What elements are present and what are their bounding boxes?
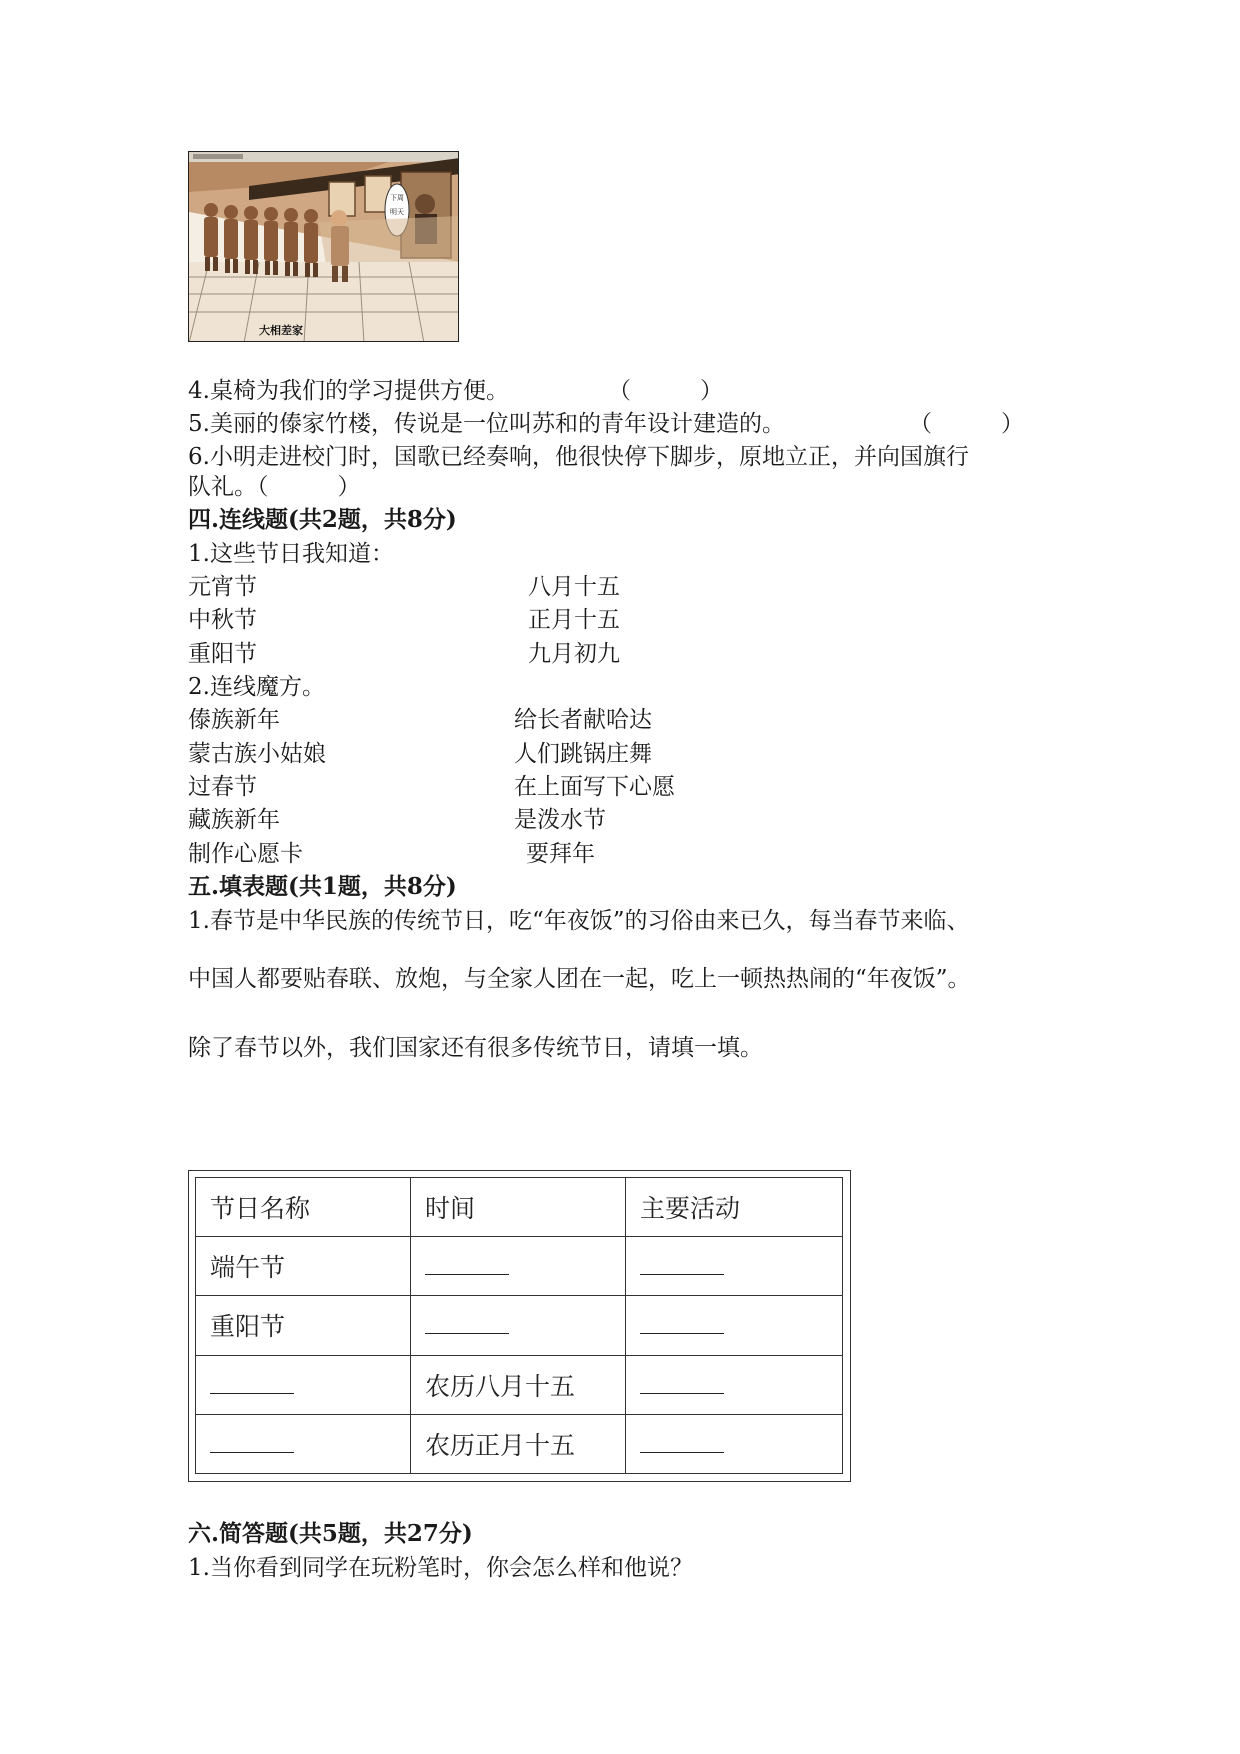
- speech-bubble-text: 下周: [390, 194, 404, 202]
- table-row: [196, 1414, 843, 1473]
- table-cell-blank[interactable]: [196, 1355, 411, 1414]
- short-answer-q1: 1.当你看到同学在玩粉笔时，你会怎么样和他说？: [188, 1555, 693, 1581]
- judgement-item-4: [188, 374, 509, 408]
- match-left-item[interactable]: 重阳节: [188, 641, 257, 667]
- table-cell: 端午节: [196, 1237, 411, 1296]
- match-right-item[interactable]: 是泼水节: [514, 807, 606, 833]
- paragraph-line: 除了春节以外，我们国家还有很多传统节日，请填一填。: [188, 1035, 763, 1061]
- match-right-item[interactable]: 给长者献哈达: [514, 707, 652, 733]
- judgement-item-5: [188, 407, 785, 441]
- fill-blank[interactable]: [210, 1379, 294, 1394]
- match-right-item[interactable]: 在上面写下心愿: [514, 774, 675, 800]
- question-text: 4.桌椅为我们的学习提供方便。: [188, 378, 509, 404]
- match-left-item[interactable]: 制作心愿卡: [188, 841, 303, 867]
- illustration-caption: 大相差家: [259, 324, 303, 337]
- festival-table-frame: [188, 1170, 851, 1482]
- table-cell-blank[interactable]: [626, 1237, 843, 1296]
- section-4-heading: 四.连线题(共2题，共8分): [188, 506, 457, 533]
- question-text: 5.美丽的傣家竹楼，传说是一位叫苏和的青年设计建造的。: [188, 411, 785, 437]
- judgement-item-6: 6.小明走进校门时，国歌已经奏响，他很快停下脚步，原地立正，并向国旗行: [188, 444, 969, 470]
- answer-paren[interactable]: （ ）: [909, 411, 1024, 437]
- match-right-item[interactable]: 八月十五: [528, 574, 620, 600]
- match-left-item[interactable]: 藏族新年: [188, 807, 280, 833]
- match-left-item[interactable]: 元宵节: [188, 574, 257, 600]
- table-header-cell: 主要活动: [626, 1178, 843, 1237]
- match-right-item[interactable]: 正月十五: [528, 607, 620, 633]
- match-right-item[interactable]: 人们跳锅庄舞: [514, 741, 652, 767]
- fill-blank[interactable]: [210, 1438, 294, 1453]
- table-cell: 农历正月十五: [411, 1414, 626, 1473]
- table-header-row: [196, 1178, 843, 1237]
- table-cell-blank[interactable]: [411, 1296, 626, 1355]
- match-left-item[interactable]: 中秋节: [188, 607, 257, 633]
- table-row: [196, 1296, 843, 1355]
- fill-blank[interactable]: [640, 1379, 724, 1394]
- table-cell-blank[interactable]: [196, 1414, 411, 1473]
- fill-blank[interactable]: [640, 1438, 724, 1453]
- matching-q2-title: 2.连线魔方。: [188, 674, 325, 700]
- cartoon-illustration: [188, 151, 459, 342]
- paragraph-line: 中国人都要贴春联、放炮，与全家人团在一起，吃上一顿热热闹的“年夜饭”。: [188, 966, 971, 992]
- table-cell: 农历八月十五: [411, 1355, 626, 1414]
- table-cell-blank[interactable]: [626, 1414, 843, 1473]
- fill-blank[interactable]: [640, 1319, 724, 1334]
- table-cell-blank[interactable]: [626, 1355, 843, 1414]
- match-left-item[interactable]: 蒙古族小姑娘: [188, 741, 326, 767]
- paragraph-line: 1.春节是中华民族的传统节日，吃“年夜饭”的习俗由来已久，每当春节来临、: [188, 908, 970, 934]
- table-cell: 重阳节: [196, 1296, 411, 1355]
- fill-blank[interactable]: [640, 1260, 724, 1275]
- table-row: [196, 1237, 843, 1296]
- answer-paren[interactable]: （ ）: [608, 378, 723, 404]
- section-6-heading: 六.简答题(共5题，共27分): [188, 1520, 473, 1547]
- match-left-item[interactable]: 傣族新年: [188, 707, 280, 733]
- section-5-heading: 五.填表题(共1题，共8分): [188, 873, 457, 900]
- table-header-cell: 节日名称: [196, 1178, 411, 1237]
- match-right-item[interactable]: 要拜年: [526, 841, 595, 867]
- match-left-item[interactable]: 过春节: [188, 774, 257, 800]
- festival-table: [195, 1177, 843, 1474]
- matching-q1-title: 1.这些节日我知道：: [188, 541, 394, 567]
- table-cell-blank[interactable]: [626, 1296, 843, 1355]
- svg-text:明天: 明天: [390, 208, 404, 216]
- fill-blank[interactable]: [425, 1260, 509, 1275]
- table-row: [196, 1355, 843, 1414]
- table-cell-blank[interactable]: [411, 1237, 626, 1296]
- judgement-item-6-cont: 队礼。（ ）: [188, 474, 361, 500]
- queue-cartoon-image: [189, 152, 459, 342]
- table-header-cell: 时间: [411, 1178, 626, 1237]
- fill-blank[interactable]: [425, 1319, 509, 1334]
- match-right-item[interactable]: 九月初九: [528, 641, 620, 667]
